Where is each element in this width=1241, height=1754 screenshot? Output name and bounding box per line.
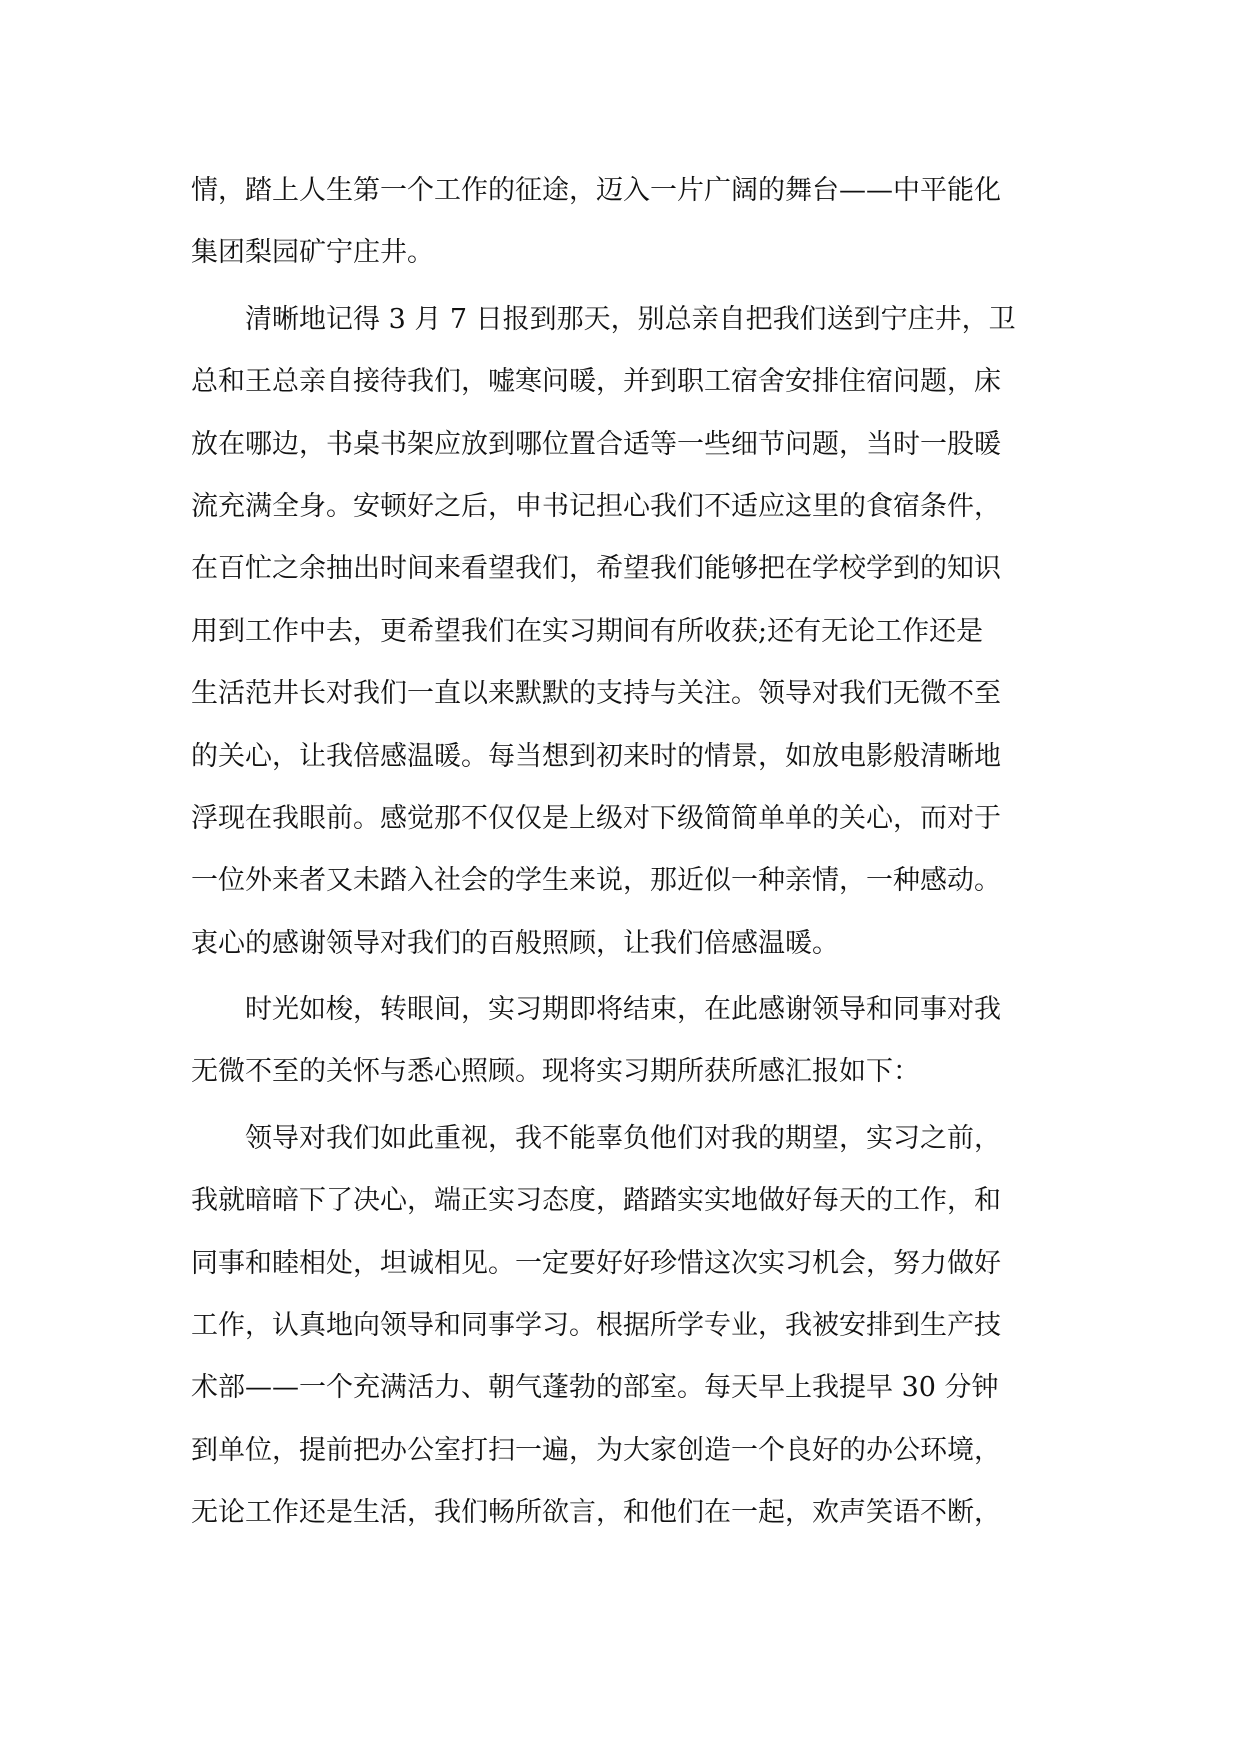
text-line: 无论工作还是生活，我们畅所欲言，和他们在一起，欢声笑语不断， (191, 1497, 1001, 1529)
text-line: 无微不至的关怀与悉心照顾。现将实习期所获所感汇报如下： (191, 1056, 920, 1088)
text-line: 流充满全身。安顿好之后，申书记担心我们不适应这里的食宿条件， (191, 490, 1001, 522)
text-line: 我就暗暗下了决心，端正实习态度，踏踏实实地做好每天的工作，和 (191, 1185, 1001, 1217)
text-line: 在百忙之余抽出时间来看望我们，希望我们能够把在学校学到的知识 (191, 553, 1001, 585)
document-body (191, 160, 1061, 1545)
paragraph (191, 1108, 1061, 1545)
paragraph (191, 289, 1061, 975)
text-line: 情，踏上人生第一个工作的征途，迈入一片广阔的舞台——中平能化 (191, 175, 1001, 206)
text-line: 术部——一个充满活力、朝气蓬勃的部室。每天早上我提早 30 分钟 (191, 1372, 999, 1404)
text-line: 工作，认真地向领导和同事学习。根据所学专业，我被安排到生产技 (191, 1310, 1001, 1342)
text-line: 衷心的感谢领导对我们的百般照顾，让我们倍感温暖。 (191, 927, 839, 959)
text-line: 集团梨园矿宁庄井。 (191, 237, 434, 269)
text-line: 放在哪边，书桌书架应放到哪位置合适等一些细节问题，当时一股暖 (191, 428, 1001, 460)
paragraph (191, 979, 1061, 1104)
text-line: 领导对我们如此重视，我不能辜负他们对我的期望，实习之前， (191, 1122, 1001, 1154)
text-line: 清晰地记得 3 月 7 日报到那天，别总亲自把我们送到宁庄井，卫 (191, 303, 1016, 335)
text-line: 同事和睦相处，坦诚相见。一定要好好珍惜这次实习机会，努力做好 (191, 1247, 1001, 1279)
text-line: 一位外来者又未踏入社会的学生来说，那近似一种亲情，一种感动。 (191, 865, 1001, 897)
text-line: 用到工作中去，更希望我们在实习期间有所收获;还有无论工作还是 (191, 615, 984, 647)
text-line: 总和王总亲自接待我们，嘘寒问暖，并到职工宿舍安排住宿问题，床 (191, 366, 1001, 398)
text-line: 浮现在我眼前。感觉那不仅仅是上级对下级简简单单的关心，而对于 (191, 802, 1001, 834)
paragraph (191, 160, 1061, 285)
text-line: 到单位，提前把办公室打扫一遍，为大家创造一个良好的办公环境， (191, 1434, 1001, 1466)
text-line: 时光如梭，转眼间，实习期即将结束，在此感谢领导和同事对我 (191, 994, 1001, 1026)
text-line: 的关心，让我倍感温暖。每当想到初来时的情景，如放电影般清晰地 (191, 740, 1001, 772)
text-line: 生活范井长对我们一直以来默默的支持与关注。领导对我们无微不至 (191, 678, 1001, 710)
